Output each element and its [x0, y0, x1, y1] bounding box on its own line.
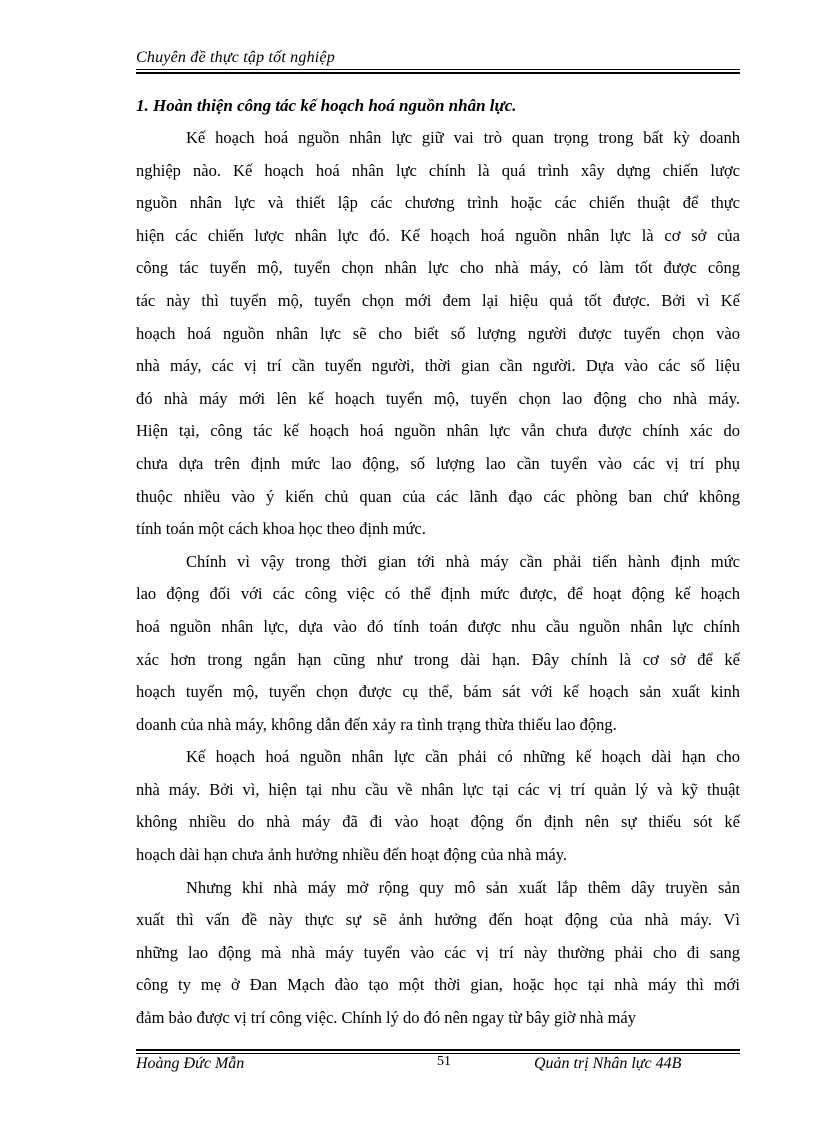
paragraph [136, 872, 740, 1035]
paragraph-line: Nhưng khi nhà máy mở rộng quy mô sản xuất lắp thêm dây truyền sản [186, 877, 740, 897]
paragraph-line: chưa dựa trên định mức lao động, số lượng lao cần tuyển vào các vị trí phụ [136, 453, 740, 473]
paragraph-line: Kế hoạch hoá nguồn nhân lực giữ vai trò quan trọng trong bất kỳ doanh [186, 128, 740, 147]
paragraph-line: tác này thì tuyển mộ, tuyển chọn mới đem lại hiệu quả tốt được. Bởi vì Kế [136, 290, 740, 310]
paragraph-line: doanh của nhà máy, không dẫn đến xảy ra tình trạng thừa thiếu lao động. [136, 714, 617, 734]
paragraph-line: hoạch hoá nguồn nhân lực sẽ cho biết số lượng người được tuyển chọn vào [136, 323, 740, 343]
header-rule-thin [136, 69, 740, 70]
paragraph-line: công tác tuyển mộ, tuyển chọn nhân lực cho nhà máy, có làm tốt được công [136, 258, 740, 278]
paragraph-line: đảm bảo được vị trí công việc. Chính lý do đó nên ngay từ bây giờ nhà máy [136, 1008, 636, 1028]
paragraph-line: nhà máy. Bởi vì, hiện tại nhu cầu về nhân lực tại các vị trí quản lý và kỹ thuật [136, 779, 740, 799]
paragraph-line: hoạch tuyển mộ, tuyển chọn được cụ thể, bám sát với kế hoạch sản xuất kinh [136, 682, 740, 702]
paragraph-line: tính toán một cách khoa học theo định mức. [136, 519, 426, 539]
paragraph-line: nguồn nhân lực và thiết lập các chương trình hoặc các chiến thuật để thực [136, 193, 740, 213]
paragraph-line: lao động đối với các công việc có thể định mức được, để hoạt động kế hoạch [136, 584, 740, 604]
header-rule-thick [136, 72, 740, 74]
paragraph-line: nhà máy, các vị trí cần tuyển người, thời gian cần người. Dựa vào các số liệu [136, 356, 740, 376]
paragraph-line: xác hơn trong ngắn hạn cũng như trong dài hạn. Đây chính là cơ sở để kế [136, 649, 740, 669]
paragraph-line: nghiệp nào. Kế hoạch hoá nhân lực chính là quá trình xây dựng chiến lược [136, 160, 740, 180]
document-body [136, 90, 740, 1035]
paragraph-line: những lao động mà nhà máy tuyển vào các vị trí này thường phải cho đi sang [136, 942, 740, 962]
paragraph-container [136, 122, 740, 1035]
paragraph-line: thuộc nhiều vào ý kiến chủ quan của các lãnh đạo các phòng ban chứ không [136, 486, 740, 506]
paragraph [136, 546, 740, 742]
paragraph-line: hoạch dài hạn chưa ảnh hưởng nhiều đến hoạt động của nhà máy. [136, 845, 568, 865]
paragraph-line: Hiện tại, công tác kế hoạch hoá nguồn nhân lực vẫn chưa được chính xác do [136, 421, 740, 441]
paragraph-line: hoá nguồn nhân lực, dựa vào đó tính toán được nhu cầu nguồn nhân lực chính [136, 616, 740, 636]
footer-class-name: Quản trị Nhân lực 44B [534, 1055, 682, 1072]
footer-rule-thick [136, 1049, 740, 1051]
section-heading: 1. Hoàn thiện công tác kế hoạch hoá nguồn nhân lực. [136, 96, 517, 115]
paragraph [136, 741, 740, 871]
paragraph-line: đó nhà máy mới lên kế hoạch tuyển mộ, tuyển chọn lao động cho nhà máy. [136, 388, 740, 408]
paragraph-line: xuất thì vấn đề này thực sự sẽ ảnh hưởng đến hoạt động của nhà máy. Vì [136, 910, 740, 930]
paragraph [136, 122, 740, 546]
header-title: Chuyên đề thực tập tốt nghiệp [136, 49, 335, 66]
footer-page-number: 51 [437, 1054, 451, 1069]
paragraph-line: hiện các chiến lược nhân lực đó. Kế hoạch hoá nguồn nhân lực là cơ sở của [136, 225, 740, 245]
paragraph-line: Chính vì vậy trong thời gian tới nhà máy cần phải tiến hành định mức [186, 551, 740, 571]
paragraph-line: công ty mẹ ở Đan Mạch đào tạo một thời gian, hoặc học tại nhà máy thì mới [136, 975, 740, 995]
footer-author: Hoàng Đức Mẫn [136, 1055, 245, 1072]
paragraph-line: Kế hoạch hoá nguồn nhân lực cần phải có những kế hoạch dài hạn cho [186, 747, 740, 767]
paragraph-line: không nhiều do nhà máy đã đi vào hoạt động ổn định nên sự thiếu sót kế [136, 812, 740, 832]
